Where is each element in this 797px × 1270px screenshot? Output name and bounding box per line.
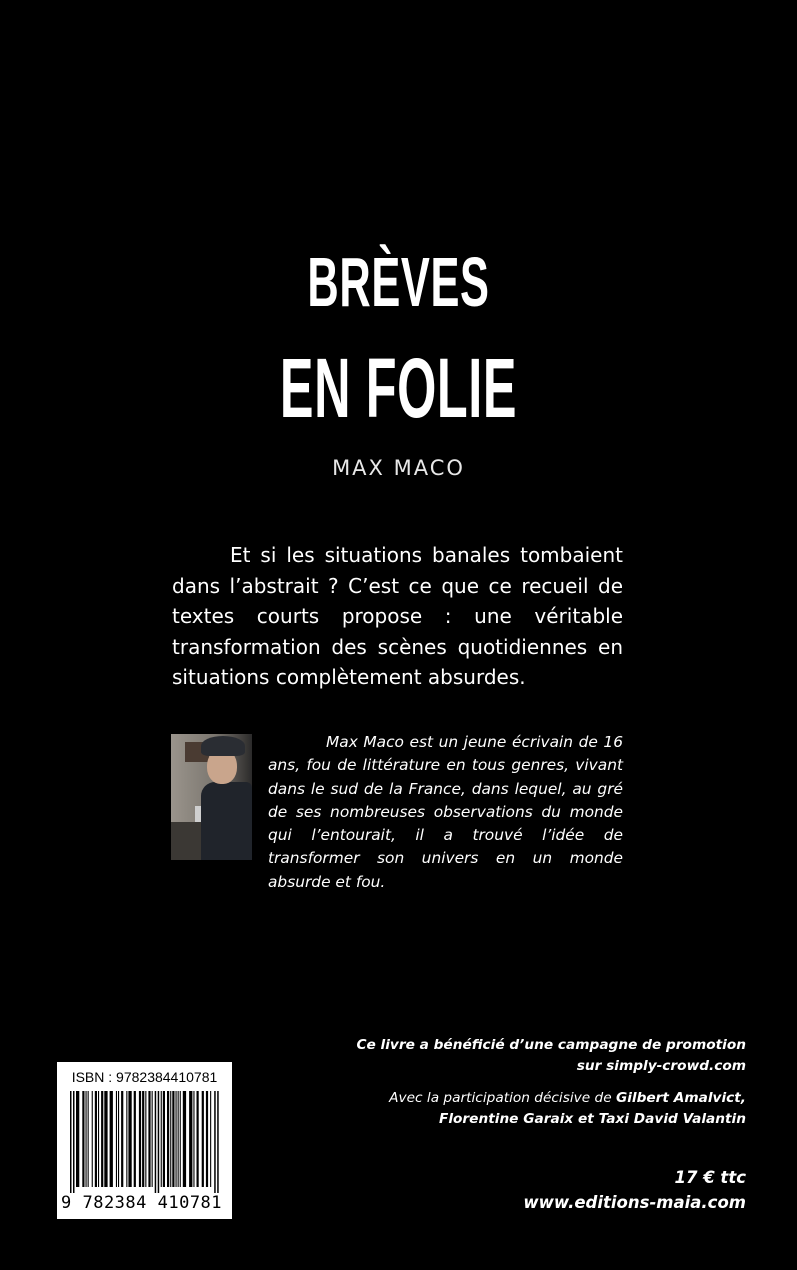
barcode-bar <box>161 1091 162 1187</box>
barcode-bar <box>121 1091 123 1187</box>
participation-note <box>346 1088 746 1129</box>
author-name: MAX MACO <box>332 456 465 480</box>
barcode-bar <box>176 1091 177 1187</box>
promo-note <box>346 1035 746 1076</box>
barcode-bar <box>197 1091 199 1187</box>
barcode-bar <box>118 1091 119 1187</box>
barcode-bar <box>92 1091 93 1187</box>
promo-line2: sur simply-crowd.com <box>576 1057 746 1074</box>
barcode-guard-bar <box>158 1091 160 1193</box>
barcode-bar <box>189 1091 192 1187</box>
isbn-label: ISBN : 9782384410781 <box>71 1069 218 1085</box>
barcode-bar <box>139 1091 141 1187</box>
isbn-digits: 9 782384 410781 <box>61 1193 223 1213</box>
book-blurb: Et si les situations banales tombaient dans l’abstrait ? C’est ce que ce recueil de textes courts propose : une véritable transformation des scènes quotidiennes en situations complètement absurdes. <box>172 543 623 689</box>
barcode-bar <box>202 1091 204 1187</box>
participation-line1 <box>346 1088 746 1109</box>
author-bio: Max Maco est un jeune écrivain de 16 ans, fou de littérature en tous genres, vivant dans le sud de la France, dans lequel, au gré de ses nombreuses observations du monde qui l’entourait, il a trouvé l’idée de transformer son univers en un monde absurde et fou. <box>268 733 623 891</box>
barcode-bar <box>142 1091 144 1187</box>
barcode-bar <box>163 1091 165 1187</box>
promo-line1: Ce livre a bénéficié d’une campagne de promotion <box>356 1037 746 1053</box>
author-photo <box>171 734 252 860</box>
barcode-bar <box>152 1091 153 1187</box>
barcode-bar <box>145 1091 146 1187</box>
barcode-guard-bar <box>214 1091 216 1193</box>
participation-names2: Florentine Garaix et Taxi David Valantin <box>438 1110 746 1127</box>
barcode-bar <box>178 1091 179 1187</box>
barcode-bar <box>95 1091 97 1187</box>
book-title-line2: EN FOLIE <box>279 341 518 435</box>
barcode-bar <box>126 1091 127 1187</box>
barcode-bar <box>116 1091 117 1187</box>
barcode-bar <box>82 1091 84 1187</box>
isbn-barcode-box <box>57 1062 232 1219</box>
barcode-guard-bar <box>73 1091 75 1193</box>
barcode-bar <box>104 1091 107 1187</box>
barcode-bar <box>167 1091 169 1187</box>
barcode-bar <box>148 1091 150 1187</box>
barcode-bar <box>170 1091 171 1187</box>
barcode-bar <box>101 1091 103 1187</box>
barcode-bar <box>86 1091 87 1187</box>
price-block <box>346 1166 746 1215</box>
barcode-bar <box>128 1091 131 1187</box>
barcode-bar <box>210 1091 211 1187</box>
barcode-bar <box>206 1091 208 1187</box>
barcode-bar <box>134 1091 136 1187</box>
barcode-bar <box>110 1091 113 1187</box>
barcode-bar <box>76 1091 79 1187</box>
barcode-bar <box>98 1091 99 1187</box>
barcode-bar <box>88 1091 89 1187</box>
barcode-guard-bar <box>217 1091 219 1193</box>
barcode-guard-bar <box>155 1091 157 1193</box>
barcode-bar <box>183 1091 186 1187</box>
barcode-bar <box>172 1091 174 1187</box>
publisher-website: www.editions-maia.com <box>523 1192 746 1212</box>
barcode-bar <box>193 1091 194 1187</box>
book-title-line1: BRÈVES <box>307 243 490 321</box>
participation-names1: Gilbert Amalvict, <box>615 1090 746 1106</box>
barcode-guard-bar <box>70 1091 72 1193</box>
barcode <box>70 1091 220 1193</box>
price: 17 € ttc <box>674 1168 746 1187</box>
barcode-bar <box>180 1091 181 1187</box>
participation-prefix: Avec la participation décisive de <box>389 1090 616 1106</box>
